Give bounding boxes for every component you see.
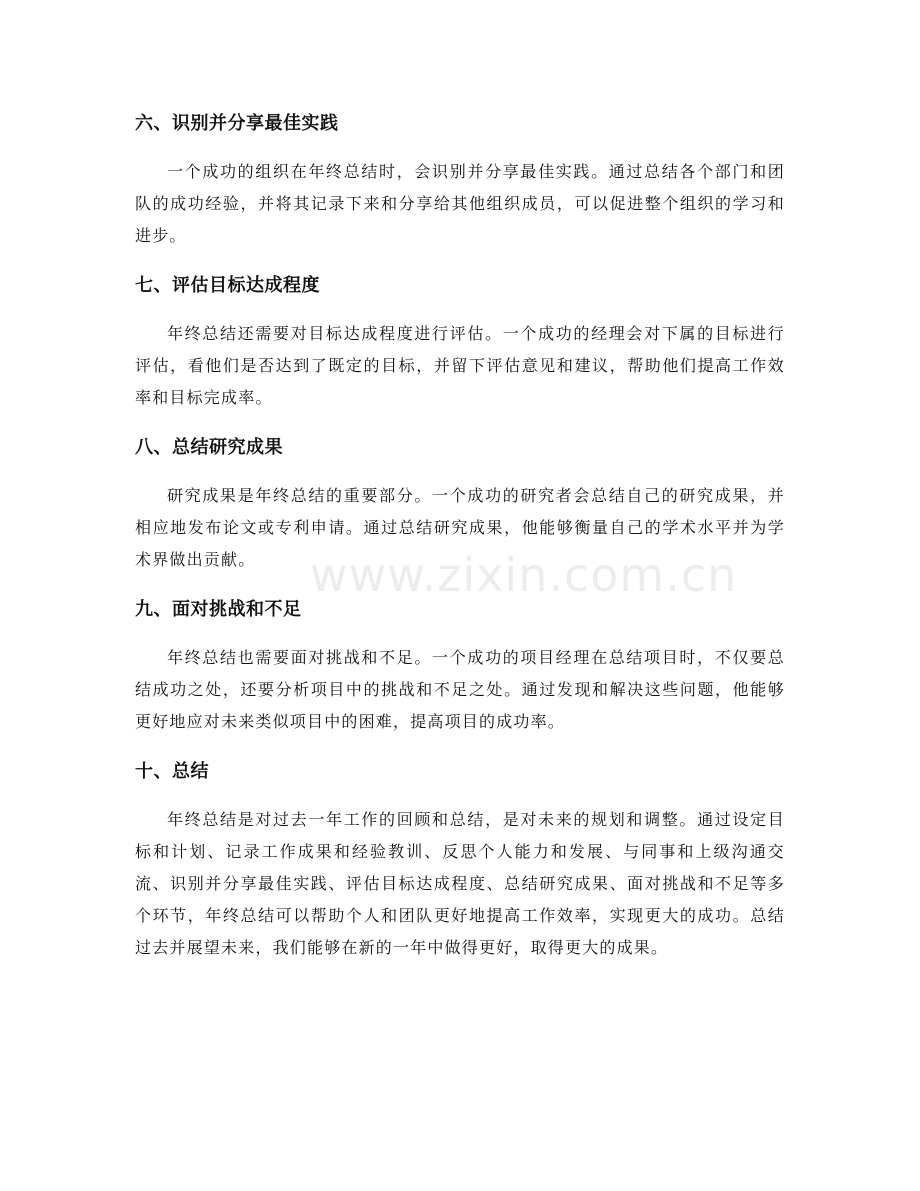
section-9 — [135, 592, 785, 738]
section-paragraph: 年终总结是对过去一年工作的回顾和总结，是对未来的规划和调整。通过设定目标和计划、记录工作成果和经验教训、反思个人能力和发展、与同事和上级沟通交流、识别并分享最佳实践、评估目标达成程度、总结研究成果、面对挑战和不足等多个环节，年终总结可以帮助个人和团队更好地提高工作效率，实现更大的成功。总结过去并展望未来，我们能够在新的一年中做得更好，取得更大的成果。 — [135, 810, 785, 957]
section-heading: 七、评估目标达成程度 — [135, 275, 320, 296]
section-heading: 十、总结 — [135, 761, 209, 782]
section-paragraph: 研究成果是年终总结的重要部分。一个成功的研究者会总结自己的研究成果，并相应地发布论文或专利申请。通过总结研究成果，他能够衡量自己的学术水平并为学术界做出贡献。 — [135, 486, 785, 569]
section-7 — [135, 268, 785, 414]
section-heading: 六、识别并分享最佳实践 — [135, 113, 339, 134]
section-paragraph: 年终总结还需要对目标达成程度进行评估。一个成功的经理会对下属的目标进行评估，看他们是否达到了既定的目标，并留下评估意见和建议，帮助他们提高工作效率和目标完成率。 — [135, 324, 785, 407]
document-content — [135, 106, 785, 980]
section-10 — [135, 754, 785, 964]
section-paragraph: 一个成功的组织在年终总结时，会识别并分享最佳实践。通过总结各个部门和团队的成功经验，并将其记录下来和分享给其他组织成员，可以促进整个组织的学习和进步。 — [135, 162, 785, 245]
section-6 — [135, 106, 785, 252]
section-paragraph: 年终总结也需要面对挑战和不足。一个成功的项目经理在总结项目时，不仅要总结成功之处，还要分析项目中的挑战和不足之处。通过发现和解决这些问题，他能够更好地应对未来类似项目中的困难，提高项目的成功率。 — [135, 648, 785, 731]
section-8 — [135, 430, 785, 576]
section-heading: 八、总结研究成果 — [135, 437, 283, 458]
watermark-text: www.zixin.com.cn — [310, 548, 738, 602]
section-heading: 九、面对挑战和不足 — [135, 599, 302, 620]
